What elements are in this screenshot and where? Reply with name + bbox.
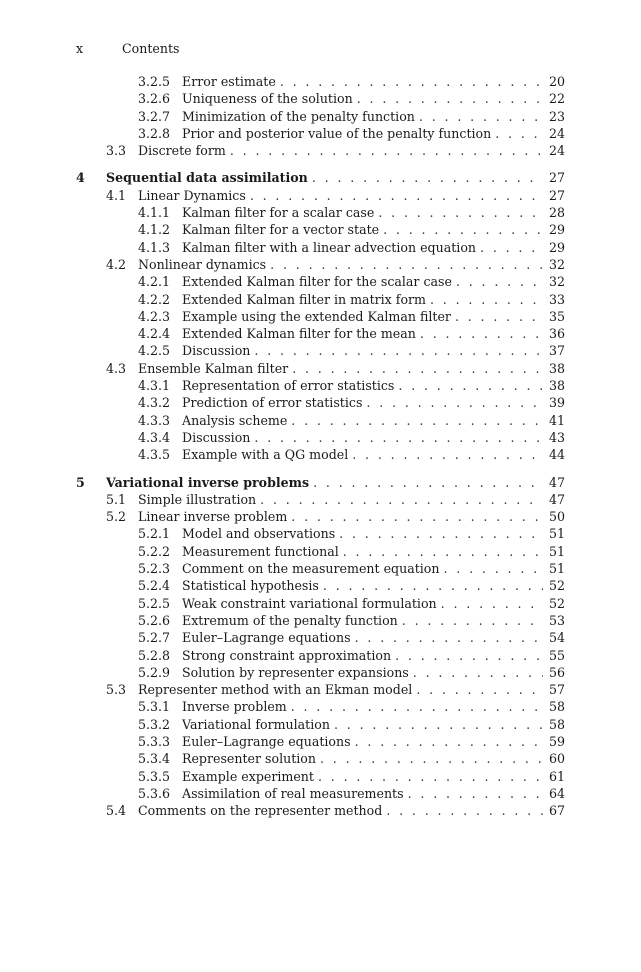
leader-dots	[355, 629, 543, 646]
entry-title: Solution by representer expansions	[182, 664, 409, 680]
toc-section-entry[interactable]	[0, 187, 641, 204]
entry-page: 58	[548, 716, 565, 732]
toc-subsection-entry[interactable]	[0, 412, 641, 429]
toc-subsection-entry[interactable]	[0, 446, 641, 463]
entry-title: Assimilation of real measurements	[182, 785, 404, 801]
entry-number: 4.2	[106, 256, 127, 272]
leader-dots	[323, 577, 543, 594]
entry-number: 5.1	[106, 491, 127, 507]
toc-subsection-entry[interactable]	[0, 577, 641, 594]
leader-dots	[383, 221, 543, 238]
entry-page: 32	[548, 256, 565, 272]
entry-number: 4.2.4	[138, 326, 171, 342]
entry-number: 5	[76, 474, 85, 490]
entry-line	[138, 508, 565, 525]
entry-title: Simple illustration	[138, 491, 257, 507]
entry-page: 36	[548, 326, 565, 342]
entry-title: Measurement functional	[182, 543, 339, 559]
entry-number: 4.2.2	[138, 291, 171, 307]
entry-page: 47	[548, 491, 565, 507]
entry-page: 57	[548, 682, 565, 698]
entry-number: 5.2.6	[138, 612, 171, 628]
leader-dots	[416, 681, 543, 698]
toc-subsection-entry[interactable]	[0, 543, 641, 560]
leader-dots	[320, 750, 543, 767]
entry-number: 5.2.9	[138, 664, 171, 680]
entry-number: 4.3.3	[138, 412, 171, 428]
entry-page: 22	[548, 91, 565, 107]
entry-number: 4.2.3	[138, 308, 171, 324]
leader-dots	[339, 525, 543, 542]
entry-line	[182, 342, 565, 359]
entry-line	[138, 360, 565, 377]
toc-subsection-entry[interactable]	[0, 629, 641, 646]
entry-line	[182, 525, 565, 542]
leader-dots	[386, 802, 543, 819]
entry-line	[182, 108, 565, 125]
entry-number: 5.2.7	[138, 630, 171, 646]
entry-number: 5.3.5	[138, 768, 171, 784]
entry-page: 54	[548, 630, 565, 646]
entry-page: 32	[548, 274, 565, 290]
entry-page: 60	[548, 751, 565, 767]
entry-title: Analysis scheme	[182, 412, 288, 428]
entry-line	[182, 73, 565, 90]
entry-title: Example experiment	[182, 768, 314, 784]
entry-number: 5.4	[106, 803, 127, 819]
entry-title: Discrete form	[138, 143, 226, 159]
entry-number: 5.2.5	[138, 595, 171, 611]
entry-line	[138, 142, 565, 159]
entry-line	[182, 595, 565, 612]
entry-number: 4.3.5	[138, 447, 171, 463]
entry-title: Kalman filter for a vector state	[182, 222, 380, 238]
toc-section-entry[interactable]	[0, 142, 641, 159]
entry-line	[182, 446, 565, 463]
toc-subsection-entry[interactable]	[0, 733, 641, 750]
entry-number: 5.2.1	[138, 526, 171, 542]
leader-dots	[334, 716, 543, 733]
entry-number: 4.3.1	[138, 378, 171, 394]
entry-number: 5.2.8	[138, 647, 171, 663]
entry-title: Comment on the measurement equation	[182, 561, 440, 577]
entry-number: 4.1	[106, 187, 127, 203]
entry-page: 55	[548, 647, 565, 663]
toc-section-entry[interactable]	[0, 508, 641, 525]
entry-page: 52	[548, 595, 565, 611]
toc-subsection-entry[interactable]	[0, 768, 641, 785]
entry-number: 3.3	[106, 143, 127, 159]
entry-title: Representer method with an Ekman model	[138, 682, 413, 698]
entry-line	[138, 256, 565, 273]
entry-title: Ensemble Kalman filter	[138, 360, 289, 376]
toc-subsection-entry[interactable]	[0, 90, 641, 107]
entry-title: Linear Dynamics	[138, 187, 246, 203]
leader-dots	[395, 647, 543, 664]
toc-subsection-entry[interactable]	[0, 377, 641, 394]
leader-dots	[343, 543, 543, 560]
toc-subsection-entry[interactable]	[0, 560, 641, 577]
entry-number: 4.3.4	[138, 429, 171, 445]
entry-line	[182, 308, 565, 325]
toc-subsection-entry[interactable]	[0, 204, 641, 221]
entry-line	[182, 273, 565, 290]
leader-dots	[291, 508, 543, 525]
entry-line	[182, 733, 565, 750]
toc-section-entry[interactable]	[0, 681, 641, 698]
entry-line	[182, 239, 565, 256]
entry-title: Kalman filter with a linear advection equation	[182, 239, 477, 255]
entry-page: 58	[548, 699, 565, 715]
entry-number: 5.3.6	[138, 785, 171, 801]
toc-subsection-entry[interactable]	[0, 429, 641, 446]
leader-dots	[291, 412, 543, 429]
entry-page: 37	[548, 343, 565, 359]
entry-line	[182, 291, 565, 308]
entry-title: Strong constraint approximation	[182, 647, 392, 663]
entry-number: 5.2.2	[138, 543, 171, 559]
leader-dots	[444, 560, 544, 577]
entry-line	[182, 325, 565, 342]
leader-dots	[408, 785, 543, 802]
toc-subsection-entry[interactable]	[0, 342, 641, 359]
leader-dots	[313, 474, 543, 491]
leader-dots	[495, 125, 543, 142]
entry-line	[138, 491, 565, 508]
entry-number: 3.2.5	[138, 74, 171, 89]
entry-page: 33	[548, 291, 565, 307]
entry-number: 5.3.2	[138, 716, 171, 732]
leader-dots	[420, 325, 543, 342]
leader-dots	[292, 360, 543, 377]
entry-title: Comments on the representer method	[138, 803, 383, 819]
toc-subsection-entry[interactable]	[0, 785, 641, 802]
toc-subsection-entry[interactable]	[0, 595, 641, 612]
entry-title: Linear inverse problem	[138, 509, 288, 525]
entry-line	[182, 629, 565, 646]
toc-subsection-entry[interactable]	[0, 221, 641, 238]
leader-dots	[250, 187, 543, 204]
entry-title: Error estimate	[182, 74, 276, 89]
entry-title: Kalman filter for a scalar case	[182, 205, 375, 221]
leader-dots	[254, 342, 543, 359]
entry-title: Variational inverse problems	[106, 474, 310, 490]
entry-number: 4.3	[106, 360, 127, 376]
entry-title: Model and observations	[182, 526, 336, 542]
entry-title: Extended Kalman filter for the scalar case	[182, 274, 452, 290]
entry-title: Extended Kalman filter for the mean	[182, 326, 416, 342]
toc-subsection-entry[interactable]	[0, 612, 641, 629]
toc-section-entry[interactable]	[0, 491, 641, 508]
leader-dots	[318, 768, 543, 785]
entry-page: 39	[548, 395, 565, 411]
toc-section-entry[interactable]	[0, 360, 641, 377]
header-page-number: x	[76, 41, 84, 56]
toc-subsection-entry[interactable]	[0, 698, 641, 715]
entry-page: 56	[548, 664, 565, 680]
toc-subsection-entry[interactable]	[0, 750, 641, 767]
entry-line	[182, 664, 565, 681]
entry-page: 53	[548, 612, 565, 628]
entry-number: 4.1.3	[138, 239, 171, 255]
entry-title: Representation of error statistics	[182, 378, 395, 394]
toc-subsection-entry[interactable]	[0, 308, 641, 325]
entry-title: Example using the extended Kalman filter	[182, 308, 451, 324]
entry-line	[182, 647, 565, 664]
entry-title: Discussion	[182, 429, 251, 445]
entry-line	[182, 785, 565, 802]
leader-dots	[260, 491, 543, 508]
entry-page: 38	[548, 360, 565, 376]
entry-title: Weak constraint variational formulation	[182, 595, 437, 611]
leader-dots	[357, 90, 543, 107]
entry-line	[182, 377, 565, 394]
leader-dots	[270, 256, 543, 273]
entry-number: 3.2.7	[138, 108, 171, 124]
entry-page: 28	[548, 205, 565, 221]
leader-dots	[352, 446, 543, 463]
entry-title: Nonlinear dynamics	[138, 256, 267, 272]
toc-chapter-entry[interactable]	[0, 474, 641, 491]
entry-page: 61	[548, 768, 565, 784]
toc-subsection-entry[interactable]	[0, 108, 641, 125]
entry-page: 51	[548, 526, 565, 542]
leader-dots	[254, 429, 543, 446]
entry-title: Minimization of the penalty function	[182, 108, 415, 124]
entry-number: 5.2	[106, 509, 127, 525]
entry-number: 5.2.3	[138, 561, 171, 577]
leader-dots	[413, 664, 543, 681]
entry-number: 5.3.3	[138, 733, 171, 749]
entry-line	[182, 750, 565, 767]
toc-subsection-entry[interactable]	[0, 239, 641, 256]
toc-subsection-entry[interactable]	[0, 525, 641, 542]
leader-dots	[366, 394, 543, 411]
entry-number: 4.1.1	[138, 205, 171, 221]
entry-page: 43	[548, 429, 565, 445]
entry-number: 4	[76, 170, 85, 186]
entry-page: 51	[548, 561, 565, 577]
entry-page: 27	[548, 170, 565, 186]
leader-dots	[398, 377, 543, 394]
entry-page: 27	[548, 187, 565, 203]
entry-line	[106, 474, 565, 491]
leader-dots	[456, 273, 543, 290]
leader-dots	[230, 142, 543, 159]
toc-section-entry[interactable]	[0, 802, 641, 819]
entry-title: Sequential data assimilation	[106, 170, 308, 186]
entry-page: 35	[548, 308, 565, 324]
entry-page: 29	[548, 239, 565, 255]
entry-title: Uniqueness of the solution	[182, 91, 353, 107]
entry-line	[182, 560, 565, 577]
entry-page: 38	[548, 378, 565, 394]
entry-page: 52	[548, 578, 565, 594]
entry-title: Extended Kalman filter in matrix form	[182, 291, 426, 307]
entry-number: 5.3.1	[138, 699, 171, 715]
entry-line	[106, 169, 565, 186]
entry-number: 4.2.1	[138, 274, 171, 290]
entry-page: 50	[548, 509, 565, 525]
leader-dots	[402, 612, 543, 629]
entry-line	[182, 429, 565, 446]
leader-dots	[441, 595, 543, 612]
toc-subsection-entry[interactable]	[0, 291, 641, 308]
entry-line	[182, 698, 565, 715]
leader-dots	[480, 239, 543, 256]
entry-title: Prediction of error statistics	[182, 395, 363, 411]
entry-line	[138, 802, 565, 819]
entry-line	[182, 768, 565, 785]
toc-subsection-entry[interactable]	[0, 125, 641, 142]
leader-dots	[312, 169, 543, 186]
entry-title: Inverse problem	[182, 699, 287, 715]
entry-line	[182, 394, 565, 411]
entry-page: 41	[548, 412, 565, 428]
entry-page: 20	[548, 74, 565, 89]
entry-title: Discussion	[182, 343, 251, 359]
entry-number: 3.2.6	[138, 91, 171, 107]
entry-title: Representer solution	[182, 751, 316, 767]
leader-dots	[430, 291, 543, 308]
toc-subsection-entry[interactable]	[0, 716, 641, 733]
entry-number: 5.2.4	[138, 578, 171, 594]
toc-subsection-entry[interactable]	[0, 273, 641, 290]
leader-dots	[280, 73, 543, 90]
entry-page: 59	[548, 733, 565, 749]
entry-number: 5.3.4	[138, 751, 171, 767]
entry-number: 4.3.2	[138, 395, 171, 411]
toc-subsection-entry[interactable]	[0, 325, 641, 342]
entry-line	[182, 612, 565, 629]
entry-title: Example with a QG model	[182, 447, 349, 463]
leader-dots	[419, 108, 543, 125]
entry-page: 24	[548, 125, 565, 141]
entry-page: 29	[548, 222, 565, 238]
entry-page: 51	[548, 543, 565, 559]
entry-number: 4.1.2	[138, 222, 171, 238]
entry-line	[182, 221, 565, 238]
entry-title: Euler–Lagrange equations	[182, 733, 351, 749]
entry-number: 5.3	[106, 682, 127, 698]
entry-page: 64	[548, 785, 565, 801]
entry-line	[138, 681, 565, 698]
entry-title: Variational formulation	[182, 716, 330, 732]
toc-subsection-entry[interactable]	[0, 73, 641, 90]
entry-line	[138, 187, 565, 204]
entry-line	[182, 543, 565, 560]
toc-chapter-entry[interactable]	[0, 169, 641, 186]
leader-dots	[455, 308, 543, 325]
toc-section-entry[interactable]	[0, 256, 641, 273]
entry-page: 44	[548, 447, 565, 463]
entry-title: Prior and posterior value of the penalty function	[182, 125, 492, 141]
header-title: Contents	[122, 41, 180, 56]
table-of-contents	[0, 73, 641, 819]
entry-line	[182, 90, 565, 107]
chapter-gap	[0, 159, 641, 169]
entry-page: 23	[548, 108, 565, 124]
entry-line	[182, 204, 565, 221]
leader-dots	[291, 698, 543, 715]
entry-page: 24	[548, 143, 565, 159]
entry-page: 47	[548, 474, 565, 490]
entry-title: Extremum of the penalty function	[182, 612, 398, 628]
entry-title: Euler–Lagrange equations	[182, 630, 351, 646]
entry-line	[182, 577, 565, 594]
toc-subsection-entry[interactable]	[0, 647, 641, 664]
entry-line	[182, 412, 565, 429]
entry-number: 4.2.5	[138, 343, 171, 359]
entry-page: 67	[548, 803, 565, 819]
entry-number: 3.2.8	[138, 125, 171, 141]
leader-dots	[355, 733, 543, 750]
toc-subsection-entry[interactable]	[0, 664, 641, 681]
entry-line	[182, 125, 565, 142]
entry-line	[182, 716, 565, 733]
leader-dots	[378, 204, 543, 221]
toc-subsection-entry[interactable]	[0, 394, 641, 411]
entry-title: Statistical hypothesis	[182, 578, 319, 594]
chapter-gap	[0, 464, 641, 474]
